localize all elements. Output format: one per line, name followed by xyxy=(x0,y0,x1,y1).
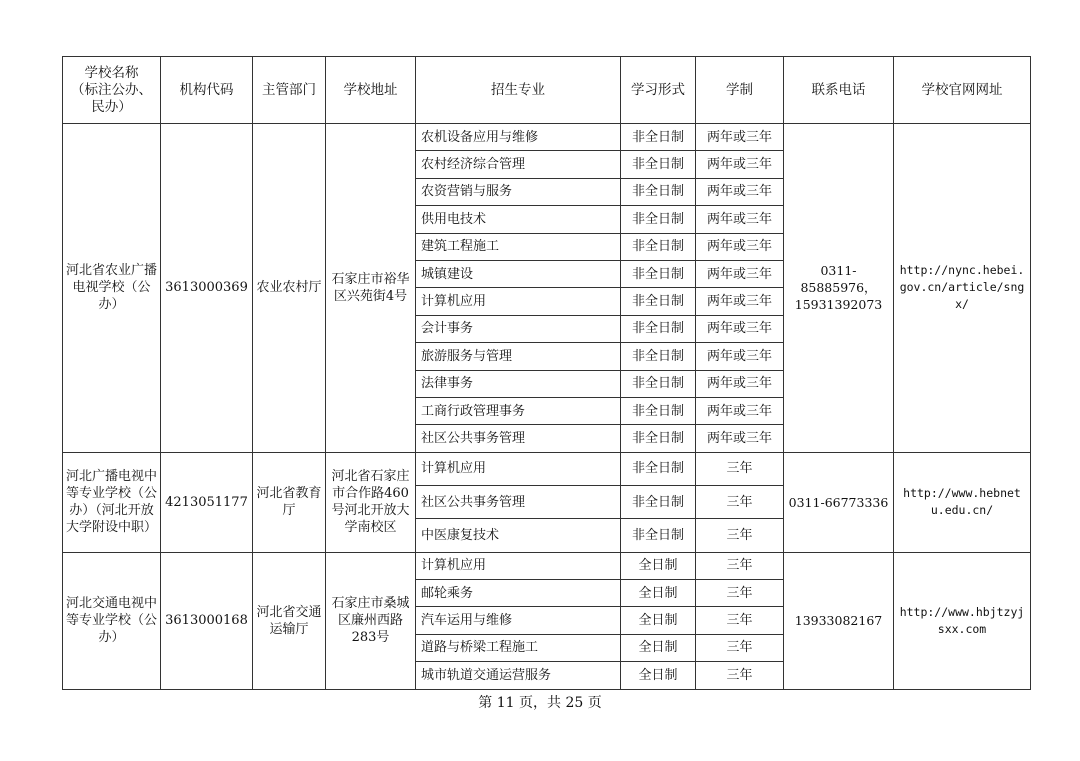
study-mode-cell: 全日制 xyxy=(621,662,696,689)
major-cell: 法律事务 xyxy=(416,370,621,397)
header-code: 机构代码 xyxy=(161,57,253,124)
major-cell: 工商行政管理事务 xyxy=(416,397,621,424)
institution-code-cell: 3613000168 xyxy=(161,552,253,689)
major-cell: 会计事务 xyxy=(416,315,621,342)
major-cell: 汽车运用与维修 xyxy=(416,607,621,634)
major-cell: 道路与桥梁工程施工 xyxy=(416,634,621,661)
major-cell: 农资营销与服务 xyxy=(416,178,621,205)
header-major: 招生专业 xyxy=(416,57,621,124)
study-mode-cell: 非全日制 xyxy=(621,260,696,287)
duration-cell: 三年 xyxy=(696,552,784,579)
website-link[interactable]: http://www.hebnetu.edu.cn/ xyxy=(894,452,1031,552)
duration-cell: 三年 xyxy=(696,634,784,661)
table-row xyxy=(63,552,1031,579)
address-cell: 河北省石家庄市合作路460号河北开放大学南校区 xyxy=(326,452,416,552)
duration-cell: 两年或三年 xyxy=(696,151,784,178)
major-cell: 计算机应用 xyxy=(416,452,621,485)
school-name-cell: 河北广播电视中等专业学校（公办）（河北开放大学附设中职） xyxy=(63,452,161,552)
study-mode-cell: 非全日制 xyxy=(621,124,696,151)
duration-cell: 三年 xyxy=(696,607,784,634)
header-phone: 联系电话 xyxy=(784,57,894,124)
major-cell: 农村经济综合管理 xyxy=(416,151,621,178)
duration-cell: 两年或三年 xyxy=(696,397,784,424)
study-mode-cell: 非全日制 xyxy=(621,233,696,260)
study-mode-cell: 非全日制 xyxy=(621,206,696,233)
school-table xyxy=(62,56,1031,690)
major-cell: 城市轨道交通运营服务 xyxy=(416,662,621,689)
study-mode-cell: 非全日制 xyxy=(621,370,696,397)
study-mode-cell: 非全日制 xyxy=(621,519,696,552)
study-mode-cell: 全日制 xyxy=(621,607,696,634)
major-cell: 旅游服务与管理 xyxy=(416,343,621,370)
duration-cell: 三年 xyxy=(696,579,784,606)
major-cell: 社区公共事务管理 xyxy=(416,485,621,518)
header-row xyxy=(63,57,1031,124)
duration-cell: 两年或三年 xyxy=(696,370,784,397)
school-name-cell: 河北省农业广播电视学校（公办） xyxy=(63,124,161,453)
major-cell: 农机设备应用与维修 xyxy=(416,124,621,151)
major-cell: 社区公共事务管理 xyxy=(416,425,621,452)
major-cell: 建筑工程施工 xyxy=(416,233,621,260)
study-mode-cell: 非全日制 xyxy=(621,485,696,518)
institution-code-cell: 4213051177 xyxy=(161,452,253,552)
institution-code-cell: 3613000369 xyxy=(161,124,253,453)
phone-cell: 0311-66773336 xyxy=(784,452,894,552)
department-cell: 农业农村厅 xyxy=(253,124,326,453)
table-row xyxy=(63,124,1031,151)
study-mode-cell: 全日制 xyxy=(621,579,696,606)
study-mode-cell: 非全日制 xyxy=(621,343,696,370)
major-cell: 中医康复技术 xyxy=(416,519,621,552)
duration-cell: 两年或三年 xyxy=(696,178,784,205)
address-cell: 石家庄市裕华区兴苑街4号 xyxy=(326,124,416,453)
major-cell: 计算机应用 xyxy=(416,552,621,579)
duration-cell: 三年 xyxy=(696,452,784,485)
table-body xyxy=(63,124,1031,690)
phone-cell: 0311-85885976，15931392073 xyxy=(784,124,894,453)
header-website: 学校官网网址 xyxy=(894,57,1031,124)
table-row xyxy=(63,452,1031,485)
school-name-cell: 河北交通电视中等专业学校（公办） xyxy=(63,552,161,689)
header-mode: 学习形式 xyxy=(621,57,696,124)
major-cell: 邮轮乘务 xyxy=(416,579,621,606)
duration-cell: 两年或三年 xyxy=(696,233,784,260)
header-dept: 主管部门 xyxy=(253,57,326,124)
phone-cell: 13933082167 xyxy=(784,552,894,689)
study-mode-cell: 全日制 xyxy=(621,552,696,579)
study-mode-cell: 非全日制 xyxy=(621,452,696,485)
study-mode-cell: 全日制 xyxy=(621,634,696,661)
major-cell: 计算机应用 xyxy=(416,288,621,315)
study-mode-cell: 非全日制 xyxy=(621,397,696,424)
duration-cell: 两年或三年 xyxy=(696,425,784,452)
department-cell: 河北省教育厅 xyxy=(253,452,326,552)
header-address: 学校地址 xyxy=(326,57,416,124)
duration-cell: 两年或三年 xyxy=(696,260,784,287)
address-cell: 石家庄市桑城区廉州西路283号 xyxy=(326,552,416,689)
website-link[interactable]: http://nync.hebei.gov.cn/article/sngx/ xyxy=(894,124,1031,453)
study-mode-cell: 非全日制 xyxy=(621,288,696,315)
duration-cell: 两年或三年 xyxy=(696,206,784,233)
header-length: 学制 xyxy=(696,57,784,124)
duration-cell: 两年或三年 xyxy=(696,288,784,315)
duration-cell: 两年或三年 xyxy=(696,124,784,151)
website-link[interactable]: http://www.hbjtzyjsxx.com xyxy=(894,552,1031,689)
study-mode-cell: 非全日制 xyxy=(621,425,696,452)
major-cell: 供用电技术 xyxy=(416,206,621,233)
duration-cell: 三年 xyxy=(696,519,784,552)
header-school-name: 学校名称 （标注公办、民办） xyxy=(63,57,161,124)
page-footer: 第 11 页，共 25 页 xyxy=(478,695,602,711)
study-mode-cell: 非全日制 xyxy=(621,151,696,178)
duration-cell: 两年或三年 xyxy=(696,343,784,370)
department-cell: 河北省交通运输厅 xyxy=(253,552,326,689)
study-mode-cell: 非全日制 xyxy=(621,178,696,205)
duration-cell: 三年 xyxy=(696,662,784,689)
duration-cell: 两年或三年 xyxy=(696,315,784,342)
duration-cell: 三年 xyxy=(696,485,784,518)
major-cell: 城镇建设 xyxy=(416,260,621,287)
study-mode-cell: 非全日制 xyxy=(621,315,696,342)
